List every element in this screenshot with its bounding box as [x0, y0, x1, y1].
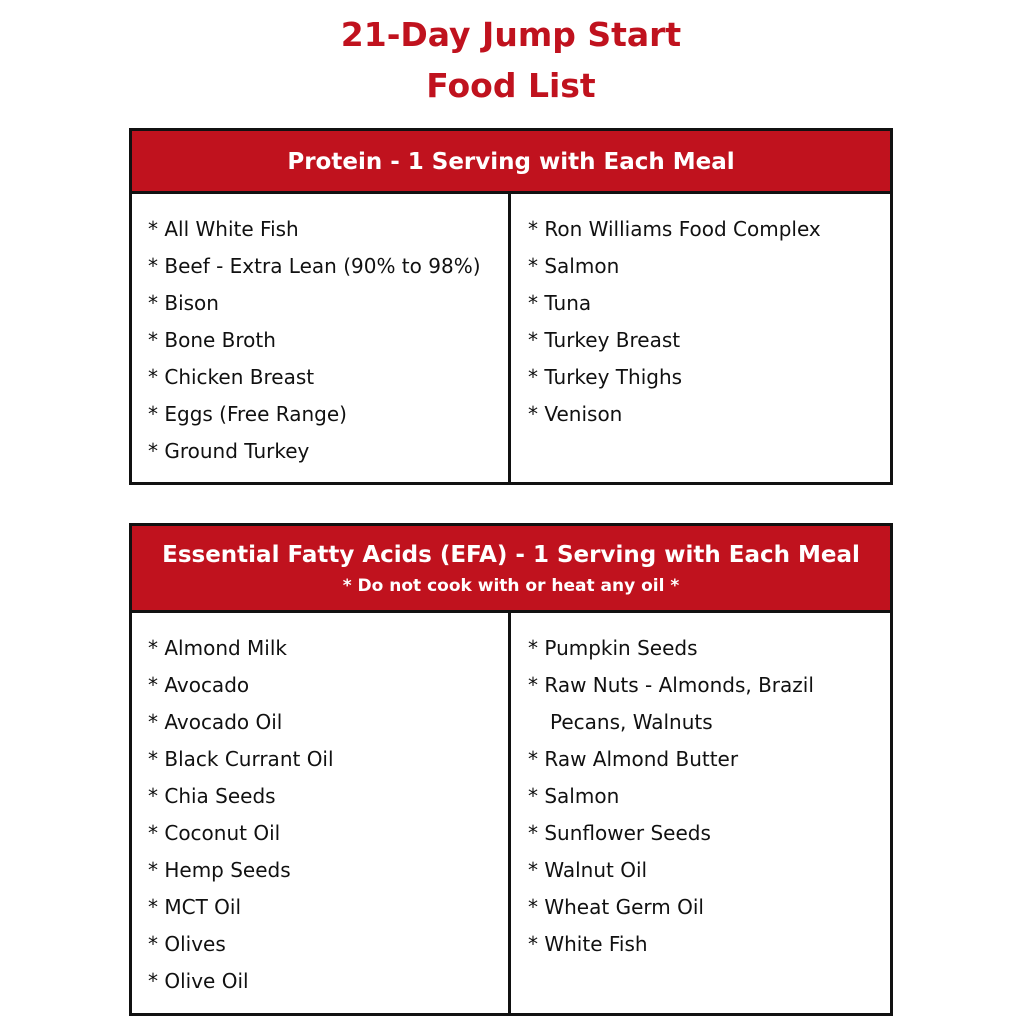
protein-header [132, 131, 890, 194]
list-item: * Coconut Oil [148, 821, 281, 845]
list-item: * Eggs (Free Range) [148, 402, 347, 426]
list-item: * All White Fish [148, 217, 299, 241]
list-item: * Wheat Germ Oil [528, 895, 704, 919]
list-item: * Hemp Seeds [148, 858, 291, 882]
list-item: * Walnut Oil [528, 858, 648, 882]
protein-left-column [132, 194, 511, 482]
list-item: * Bone Broth [148, 328, 276, 352]
list-item: * MCT Oil [148, 895, 242, 919]
protein-section [129, 128, 893, 485]
list-item: * Ground Turkey [148, 439, 310, 463]
list-item: * Black Currant Oil [148, 747, 334, 771]
efa-header-label: Essential Fatty Acids (EFA) - 1 Serving with Each Meal [162, 542, 860, 568]
list-item: * Chicken Breast [148, 365, 315, 389]
list-item: * Pumpkin Seeds [528, 636, 698, 660]
list-item: * Olives [148, 932, 226, 956]
efa-right-column [514, 613, 890, 1013]
list-item: * White Fish [528, 932, 648, 956]
list-item: * Chia Seeds [148, 784, 276, 808]
list-item: * Bison [148, 291, 219, 315]
list-item: * Raw Nuts - Almonds, Brazil [528, 673, 814, 697]
list-item: * Raw Almond Butter [528, 747, 739, 771]
efa-header [132, 526, 890, 613]
title-line-1: 21-Day Jump Start [340, 15, 682, 54]
list-item: * Salmon [528, 784, 620, 808]
list-item: * Almond Milk [148, 636, 287, 660]
protein-right-column [514, 194, 890, 482]
protein-header-label: Protein - 1 Serving with Each Meal [287, 149, 735, 175]
list-item: * Venison [528, 402, 623, 426]
list-item: * Ron Williams Food Complex [528, 217, 821, 241]
list-item: * Tuna [528, 291, 592, 315]
list-item: * Olive Oil [148, 969, 249, 993]
list-item: * Sunflower Seeds [528, 821, 711, 845]
list-item: * Avocado Oil [148, 710, 283, 734]
list-item: * Avocado [148, 673, 250, 697]
list-item: * Turkey Breast [528, 328, 681, 352]
list-item-continuation: Pecans, Walnuts [550, 710, 713, 734]
efa-left-column [132, 613, 511, 1013]
list-item: * Salmon [528, 254, 620, 278]
list-item: * Turkey Thighs [528, 365, 683, 389]
efa-section [129, 523, 893, 1016]
efa-header-note: * Do not cook with or heat any oil * [342, 576, 680, 596]
title-line-2: Food List [426, 66, 596, 105]
list-item: * Beef - Extra Lean (90% to 98%) [148, 254, 481, 278]
